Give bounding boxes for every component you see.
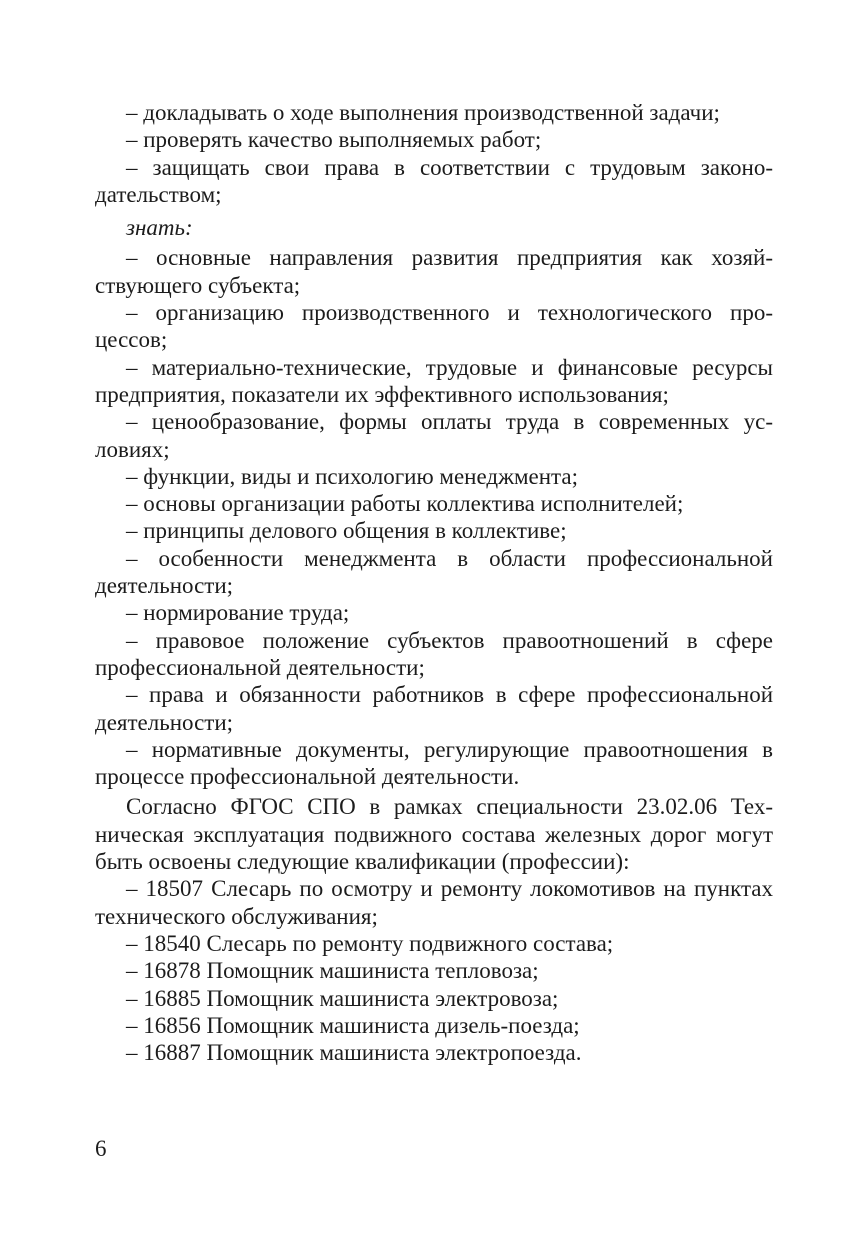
paragraph-qualifications: Согласно ФГОС СПО в рамках специальности 23.02.06 Техническая эксплуатация подвижного состава железных дорог могут быть освоены следующие квалификации (профессии): [95,794,773,875]
list-item: – 16856 Помощник машиниста дизель-поезда; [126,1012,580,1038]
section-label-know: знать: [126,215,193,241]
page-number: 6 [95,1136,107,1161]
list-item: – материально-технические, трудовые и финансовые ресурсы предприятия, показатели их эффективного использования; [95,354,773,407]
list-item: – функции, виды и психологию менеджмента; [126,463,578,489]
list-item: – 18507 Слесарь по осмотру и ремонту локомотивов на пунктах технического обслуживания; [95,876,773,929]
list-item: – 16878 Помощник машиниста тепловоза; [126,958,539,984]
list-item: – особенности менеджмента в области профессиональной деятельности; [95,545,773,599]
list-item: – 16887 Помощник машиниста электропоезда. [126,1040,582,1066]
list-item: – основы организации работы коллектива исполнителей; [126,491,684,517]
list-item: – организацию производственного и технологического процессов; [95,300,773,353]
body-text [95,99,773,1066]
list-item: – 18540 Слесарь по ремонту подвижного состава; [126,930,614,956]
list-item: – защищать свои права в соответствии с трудовым законодательством; [95,154,773,207]
list-item: – ценообразование, формы оплаты труда в современных условиях; [95,409,773,462]
list-item: – основные направления развития предприятия как хозяйствующего субъекта; [95,245,773,298]
list-item: – принципы делового общения в коллективе; [126,518,567,544]
list-item: – нормативные документы, регулирующие правоотношения в процессе профессиональной деятельности. [95,736,773,790]
list-item: – права и обязанности работников в сфере профессиональной деятельности; [95,682,773,735]
list-item: – докладывать о ходе выполнения производственной задачи; [126,100,720,125]
list-item: – правовое положение субъектов правоотношений в сфере профессиональной деятельности; [95,627,773,680]
list-item: – 16885 Помощник машиниста электровоза; [126,985,559,1011]
list-item: – нормирование труда; [126,600,350,626]
list-item: – проверять качество выполняемых работ; [126,127,542,153]
